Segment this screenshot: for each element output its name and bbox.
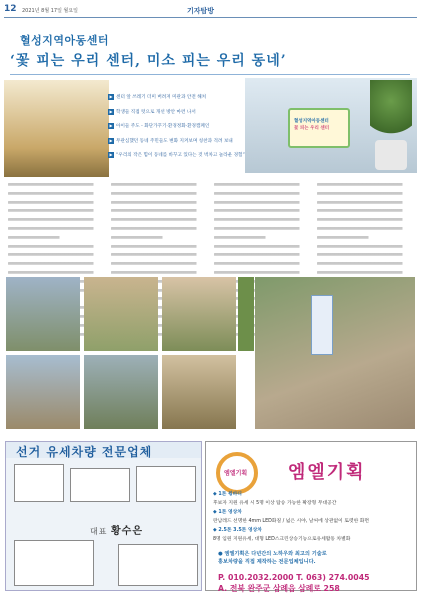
- truck-image: [14, 540, 94, 586]
- text-line: [317, 192, 410, 195]
- bullet-marker: ▶: [109, 137, 113, 143]
- text-line: [317, 183, 410, 186]
- article-kicker: 혈성지역아동센터: [20, 34, 110, 47]
- text-line: [214, 227, 307, 230]
- text-line: [111, 262, 204, 265]
- text-line: [214, 183, 307, 186]
- text-line: [8, 183, 101, 186]
- service-item: ◆ 2.5톤 3.5톤 영상차: [213, 528, 262, 533]
- text-line: [214, 209, 307, 212]
- bullet-item: ▶ 센터 앞 쓰레기 더미 버려져 미관과 안전 해쳐: [109, 94, 207, 100]
- tree-photo-strip: [238, 277, 254, 351]
- text-line: [111, 227, 204, 230]
- text-line: [111, 201, 204, 204]
- bullet-marker: ▶: [109, 108, 113, 114]
- representative: 대표 황수은: [90, 526, 143, 537]
- issue-date: 2021년 8월 17일 월요일: [22, 8, 79, 14]
- text-line: [317, 253, 410, 256]
- text-line: [111, 271, 204, 274]
- text-line: [214, 192, 307, 195]
- activity-photo: [6, 277, 80, 351]
- company-name: 엠엘기획: [288, 462, 366, 483]
- company-description: ● 엠엘기획은 다년간의 노하우와 최고의 기술로 홍보차량을 직접 제작하는 전문업체입니다.: [218, 551, 327, 565]
- van-ad-header: [6, 442, 201, 458]
- activity-photo: [6, 355, 80, 429]
- summary-bullets: [108, 94, 248, 167]
- text-line: [317, 227, 410, 230]
- service-detail: 후보자 지원 유세 시 5명 이상 탑승 가능한 확장형 무대공간: [213, 501, 337, 506]
- bullet-item: ▶ “우리의 작은 힘이 동네를 바꾸고 있다는 것 벅차고 놀라운 경험”: [109, 152, 245, 159]
- text-line: [8, 192, 101, 195]
- text-line: [214, 218, 307, 221]
- text-line: [8, 236, 64, 239]
- text-line: [111, 236, 167, 239]
- text-line: [214, 201, 307, 204]
- text-line: [214, 245, 307, 248]
- text-line: [111, 253, 204, 256]
- service-detail: 8명 입원 지원유세, 대형 LED스크린상승기능으로유세활동 차별화: [213, 537, 351, 542]
- service-item: ◆ 1톤 영상차: [213, 510, 242, 515]
- text-line: [317, 262, 410, 265]
- activity-photo: [162, 355, 236, 429]
- text-line: [8, 271, 101, 274]
- text-line: [317, 218, 410, 221]
- text-line: [214, 271, 307, 274]
- text-line: [8, 245, 101, 248]
- ml-logo: 엠엘기획: [216, 452, 258, 494]
- activity-photo: [162, 277, 236, 351]
- van-ad: [5, 441, 202, 591]
- truck-image: [14, 464, 64, 502]
- text-line: [8, 253, 101, 256]
- plant-pot: [375, 140, 407, 170]
- ad-section-bar: [263, 432, 415, 438]
- center-signboard: [288, 108, 350, 148]
- activity-photo-grid: [6, 277, 238, 429]
- text-line: [111, 192, 204, 195]
- truck-image: [136, 466, 196, 502]
- bullet-item: ▶ 학생들 직접 텃으로 개선 방안 마련 나서: [109, 108, 196, 115]
- page-header: [4, 4, 417, 18]
- photo-campaign: [255, 277, 415, 429]
- text-line: [317, 209, 410, 212]
- activity-photo: [84, 355, 158, 429]
- sign-line-2: 꽃 피는 우리 센터: [294, 126, 330, 131]
- sign-line-1: 혈성지역아동센터: [294, 119, 329, 124]
- bullet-item: ▶ 무관심했던 동네 주민들도 변화 지켜보며 칭찬과 격려 보내: [109, 137, 233, 144]
- text-line: [111, 183, 204, 186]
- text-line: [8, 227, 101, 230]
- service-detail: 란남레드 선명한 4mm LED화질 / 넓은 시야, 날씨에 상관없이 또렷한 화면: [213, 519, 370, 524]
- text-line: [214, 262, 307, 265]
- campaign-poster: [311, 295, 333, 355]
- ml-planning-ad: [205, 441, 417, 591]
- text-line: [317, 245, 410, 248]
- photo-children-garden: [4, 80, 109, 177]
- bullet-item: ▶ 아이들 주도 - 화단가꾸기·환경정화·환경캠페인: [109, 123, 210, 130]
- title-divider: [10, 74, 410, 75]
- phone-number[interactable]: P. 010.2032.2000 T. 063) 274.0045: [218, 573, 370, 582]
- truck-image: [118, 544, 198, 586]
- text-line: [214, 236, 270, 239]
- text-line: [317, 201, 410, 204]
- text-line: [8, 209, 101, 212]
- company-address: A. 전북 완주군 삼례읍 삼례로 258: [218, 584, 340, 593]
- text-line: [317, 236, 373, 239]
- text-line: [317, 271, 410, 274]
- section-title: 기자탐방: [187, 7, 215, 15]
- van-ad-headline: 선거 유세차량 전문업체: [16, 445, 153, 459]
- article-headline: ‘꽃 피는 우리 센터, 미소 피는 우리 동네’: [10, 53, 287, 69]
- text-line: [8, 201, 101, 204]
- activity-photo: [84, 277, 158, 351]
- text-line: [214, 253, 307, 256]
- text-line: [8, 262, 101, 265]
- bullet-marker: ▶: [109, 152, 113, 158]
- text-line: [8, 218, 101, 221]
- text-line: [111, 245, 204, 248]
- text-line: [111, 209, 204, 212]
- truck-image: [70, 468, 130, 502]
- bullet-marker: ▶: [109, 123, 113, 129]
- text-line: [111, 218, 204, 221]
- page-number: 12: [4, 4, 17, 14]
- service-item: ◆ 1톤 윙바디: [213, 492, 242, 497]
- bullet-marker: ▶: [109, 94, 113, 99]
